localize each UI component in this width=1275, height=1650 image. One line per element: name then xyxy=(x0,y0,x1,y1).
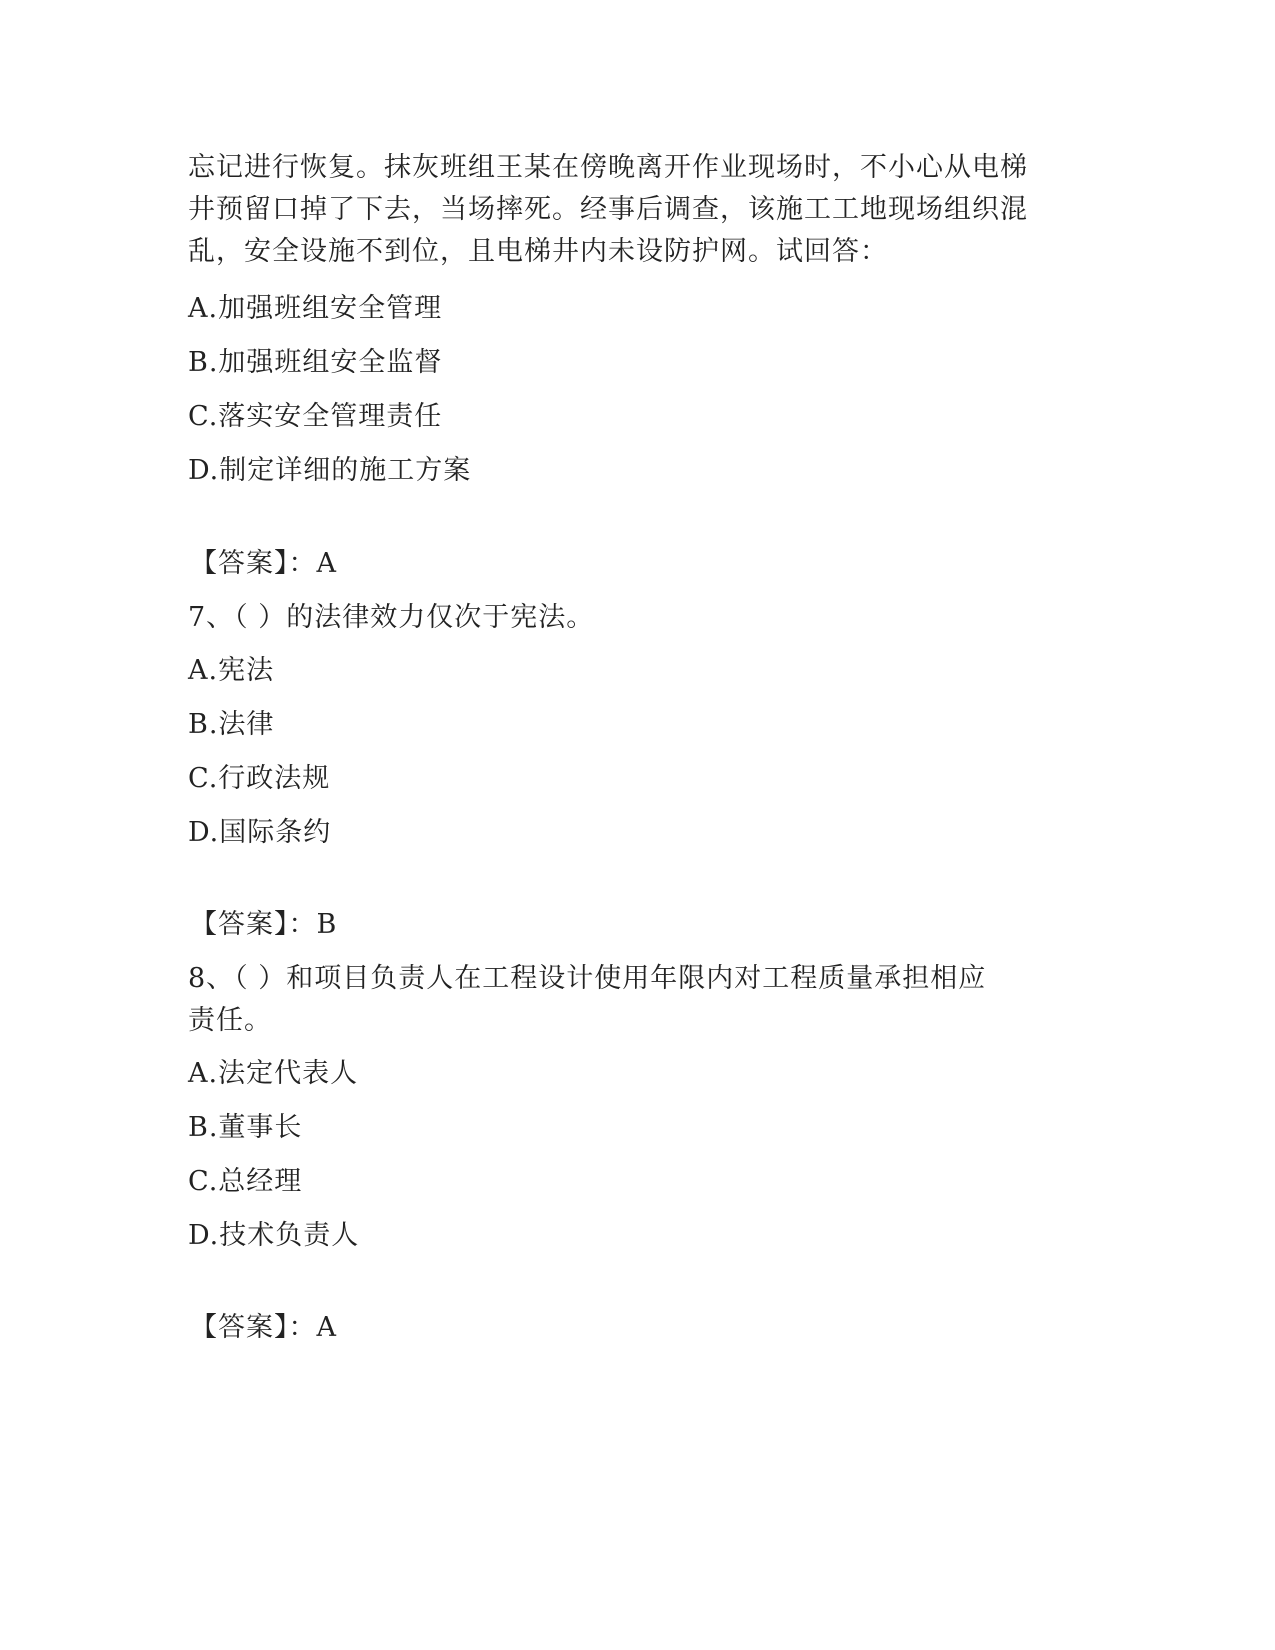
question-8-option-a: A.法定代表人 xyxy=(188,1058,359,1089)
question-7-option-a: A.宪法 xyxy=(188,655,275,686)
question-8-option-d: D.技术负责人 xyxy=(188,1220,360,1251)
question-6-option-c: C.落实安全管理责任 xyxy=(188,401,443,432)
question-6-stem-line-2: 井预留口掉了下去，当场摔死。经事后调查，该施工工地现场组织混 xyxy=(188,194,1028,225)
question-6-option-a: A.加强班组安全管理 xyxy=(188,293,443,324)
question-7-option-b: B.法律 xyxy=(188,709,275,740)
question-6-stem-line-1: 忘记进行恢复。抹灰班组王某在傍晚离开作业现场时，不小心从电梯 xyxy=(188,152,1028,183)
question-6-stem-line-3: 乱，安全设施不到位，且电梯井内未设防护网。试回答： xyxy=(188,236,888,267)
question-6-option-d: D.制定详细的施工方案 xyxy=(188,455,472,486)
question-8-option-b: B.董事长 xyxy=(188,1112,303,1143)
question-7-option-c: C.行政法规 xyxy=(188,763,331,794)
question-7-stem: 7、（ ）的法律效力仅次于宪法。 xyxy=(188,602,595,633)
question-7-option-d: D.国际条约 xyxy=(188,817,332,848)
question-6-option-b: B.加强班组安全监督 xyxy=(188,347,443,378)
question-8-stem-line-1: 8、（ ）和项目负责人在工程设计使用年限内对工程质量承担相应 xyxy=(188,963,987,994)
question-8-stem-line-2: 责任。 xyxy=(188,1005,272,1036)
question-6-answer: 【答案】：A xyxy=(190,548,337,579)
question-8-option-c: C.总经理 xyxy=(188,1166,303,1197)
question-7-answer: 【答案】：B xyxy=(190,909,338,940)
question-8-answer: 【答案】：A xyxy=(190,1312,337,1343)
